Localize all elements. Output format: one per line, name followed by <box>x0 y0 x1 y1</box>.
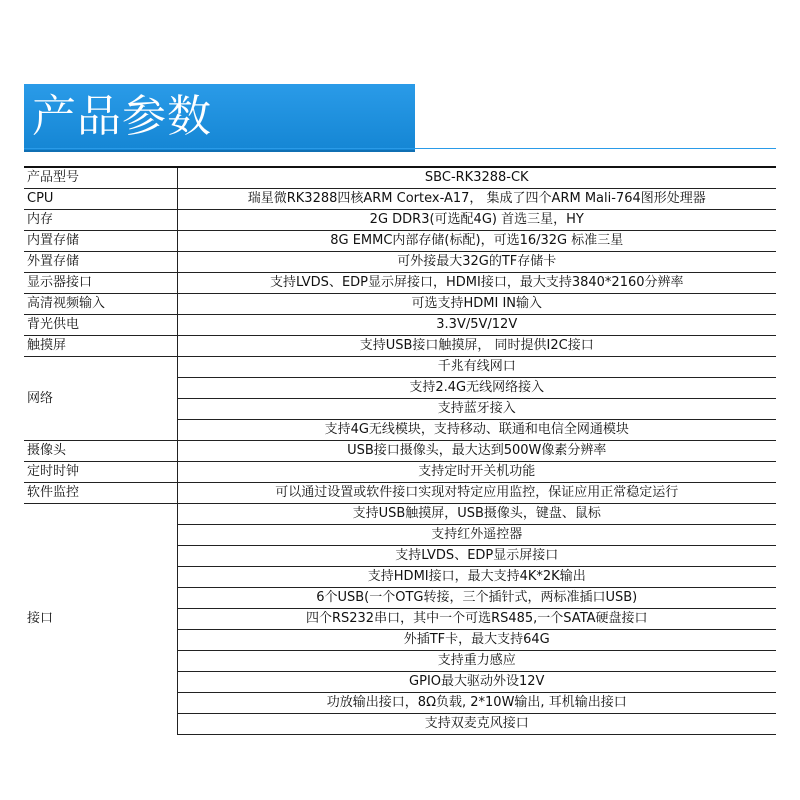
spec-value: 8G EMMC内部存储(标配)，可选16/32G 标准三星 <box>177 231 776 252</box>
spec-value: GPIO最大驱动外设12V <box>177 672 776 693</box>
spec-value: 支持HDMI接口，最大支持4K*2K输出 <box>177 567 776 588</box>
spec-value: 支持LVDS、EDP显示屏接口 <box>177 546 776 567</box>
spec-label: 网络 <box>24 357 177 441</box>
spec-value: 四个RS232串口，其中一个可选RS485,一个SATA硬盘接口 <box>177 609 776 630</box>
spec-label: 高清视频输入 <box>24 294 177 315</box>
title-underline <box>24 148 776 149</box>
spec-value: SBC-RK3288-CK <box>177 167 776 189</box>
spec-row-interface <box>24 504 776 525</box>
spec-value: 6个USB(一个OTG转接，三个插针式，两标准插口USB) <box>177 588 776 609</box>
spec-row-display-interface <box>24 273 776 294</box>
spec-value: 支持2.4G无线网络接入 <box>177 378 776 399</box>
spec-row-camera <box>24 441 776 462</box>
spec-value: 支持定时开关机功能 <box>177 462 776 483</box>
spec-row-memory <box>24 210 776 231</box>
spec-label: 触摸屏 <box>24 336 177 357</box>
spec-value: 支持重力感应 <box>177 651 776 672</box>
spec-value: 千兆有线网口 <box>177 357 776 378</box>
spec-value: 2G DDR3(可选配4G) 首选三星，HY <box>177 210 776 231</box>
spec-value: 瑞星微RK3288四核ARM Cortex-A17， 集成了四个ARM Mali-764图形处理器 <box>177 189 776 210</box>
spec-label: 摄像头 <box>24 441 177 462</box>
spec-label: 接口 <box>24 504 177 735</box>
spec-value: 可选支持HDMI IN输入 <box>177 294 776 315</box>
spec-label: 定时时钟 <box>24 462 177 483</box>
spec-label: 外置存储 <box>24 252 177 273</box>
spec-row-network <box>24 357 776 378</box>
spec-value: 支持4G无线模块，支持移动、联通和电信全网通模块 <box>177 420 776 441</box>
spec-value: 功放输出接口，8Ω负载, 2*10W输出, 耳机输出接口 <box>177 693 776 714</box>
spec-row-touchscreen <box>24 336 776 357</box>
title-banner <box>24 84 415 152</box>
spec-value: USB接口摄像头，最大达到500W像素分辨率 <box>177 441 776 462</box>
spec-row-hdmi-input <box>24 294 776 315</box>
spec-label: 内置存储 <box>24 231 177 252</box>
spec-label: CPU <box>24 189 177 210</box>
page-title: 产品参数 <box>32 91 212 142</box>
spec-value: 支持USB触摸屏，USB摄像头，键盘、鼠标 <box>177 504 776 525</box>
spec-table <box>24 166 776 735</box>
spec-label: 背光供电 <box>24 315 177 336</box>
spec-row-internal-storage <box>24 231 776 252</box>
spec-row-software-monitor <box>24 483 776 504</box>
spec-value: 支持LVDS、EDP显示屏接口，HDMI接口，最大支持3840*2160分辨率 <box>177 273 776 294</box>
spec-row-model <box>24 167 776 189</box>
spec-row-timer-clock <box>24 462 776 483</box>
spec-label: 内存 <box>24 210 177 231</box>
spec-value: 外插TF卡，最大支持64G <box>177 630 776 651</box>
spec-value: 支持蓝牙接入 <box>177 399 776 420</box>
spec-value: 支持USB接口触摸屏， 同时提供I2C接口 <box>177 336 776 357</box>
spec-label: 软件监控 <box>24 483 177 504</box>
spec-label: 产品型号 <box>24 167 177 189</box>
spec-value: 支持双麦克风接口 <box>177 714 776 735</box>
spec-row-backlight-power <box>24 315 776 336</box>
spec-value: 支持红外遥控器 <box>177 525 776 546</box>
spec-value: 3.3V/5V/12V <box>177 315 776 336</box>
spec-row-external-storage <box>24 252 776 273</box>
spec-label: 显示器接口 <box>24 273 177 294</box>
spec-row-cpu <box>24 189 776 210</box>
spec-value: 可以通过设置或软件接口实现对特定应用监控，保证应用正常稳定运行 <box>177 483 776 504</box>
spec-value: 可外接最大32G的TF存储卡 <box>177 252 776 273</box>
